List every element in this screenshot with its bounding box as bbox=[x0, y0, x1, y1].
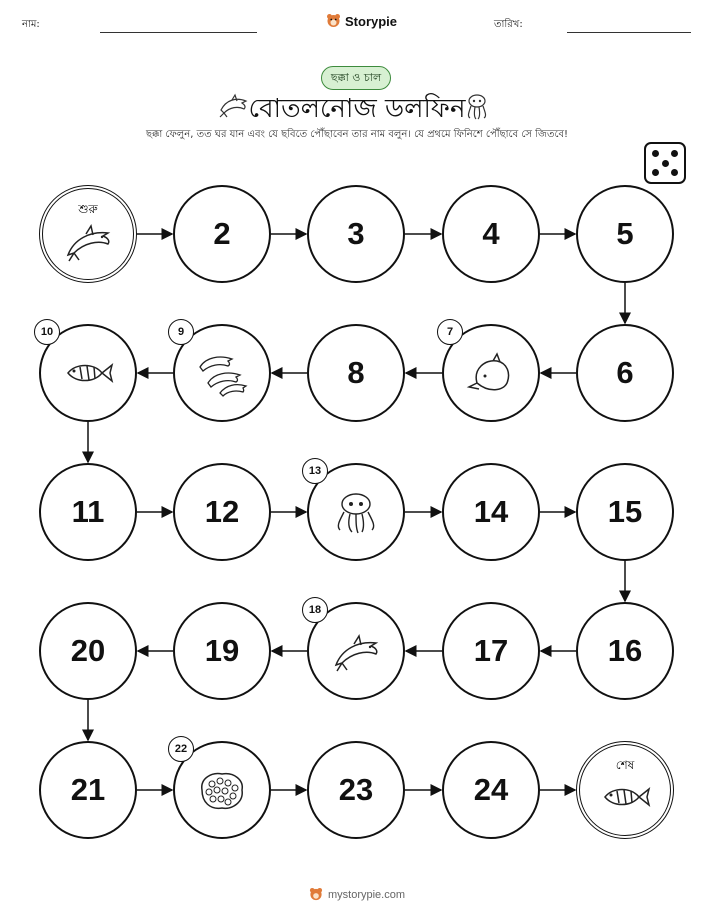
space-number: 6 bbox=[616, 355, 634, 390]
board-space bbox=[576, 463, 674, 561]
space-number-tag: 22 bbox=[168, 736, 194, 762]
footer bbox=[0, 887, 714, 902]
board-space bbox=[39, 602, 137, 700]
name-label: নাম: bbox=[22, 19, 40, 30]
board-space bbox=[39, 463, 137, 561]
dolphin-head-icon bbox=[463, 349, 519, 397]
finish-label: শেষ bbox=[615, 758, 635, 772]
board-space bbox=[307, 463, 405, 561]
board-space bbox=[39, 741, 137, 839]
dolphin-icon bbox=[60, 217, 116, 265]
board-space bbox=[173, 741, 271, 839]
board-space bbox=[442, 602, 540, 700]
bear-icon bbox=[309, 887, 323, 902]
board-space bbox=[442, 463, 540, 561]
start-label: শুরু bbox=[78, 202, 98, 216]
board-space bbox=[39, 324, 137, 422]
space-number: 4 bbox=[482, 216, 500, 251]
space-number: 20 bbox=[70, 633, 106, 668]
start-space bbox=[39, 185, 137, 283]
board-space bbox=[173, 324, 271, 422]
dolphin-pod-icon bbox=[194, 349, 250, 397]
footer-url[interactable]: mystorypie.com bbox=[327, 888, 406, 901]
space-number: 19 bbox=[204, 633, 240, 668]
board-space bbox=[576, 324, 674, 422]
board-space bbox=[442, 185, 540, 283]
board-space bbox=[576, 185, 674, 283]
finish-space bbox=[576, 741, 674, 839]
space-number: 12 bbox=[204, 494, 240, 529]
instructions: ছক্কা ফেলুন, তত ঘর যান এবং যে ছবিতে পৌঁছাবেন তার নাম বলুন। যে প্রথমে ফিনিশে পৌঁছাবে সে জিতবে! bbox=[145, 129, 569, 140]
space-number: 3 bbox=[347, 216, 365, 251]
space-number: 14 bbox=[473, 494, 509, 529]
space-number-tag: 18 bbox=[302, 597, 328, 623]
space-number: 11 bbox=[71, 494, 105, 529]
space-number-tag: 9 bbox=[168, 319, 194, 345]
board-space bbox=[307, 602, 405, 700]
board-space bbox=[173, 463, 271, 561]
board-space bbox=[307, 185, 405, 283]
space-number: 15 bbox=[607, 494, 643, 529]
space-number: 23 bbox=[338, 772, 374, 807]
space-number: 5 bbox=[616, 216, 634, 251]
board-space bbox=[173, 185, 271, 283]
space-number-tag: 13 bbox=[302, 458, 328, 484]
board-space bbox=[442, 324, 540, 422]
game-type-badge: ছক্কা ও চাল bbox=[321, 66, 391, 90]
fish-icon bbox=[60, 349, 116, 397]
space-number-tag: 10 bbox=[34, 319, 60, 345]
board-space bbox=[307, 741, 405, 839]
squid-icon bbox=[328, 488, 384, 536]
board-space bbox=[307, 324, 405, 422]
space-number: 2 bbox=[213, 216, 231, 251]
space-number: 24 bbox=[473, 772, 509, 807]
space-number: 21 bbox=[70, 772, 106, 807]
space-number: 17 bbox=[473, 633, 509, 668]
page-title: বোতলনোজ ডলফিন bbox=[248, 94, 466, 124]
board-space bbox=[442, 741, 540, 839]
board-space bbox=[576, 602, 674, 700]
fish-eggs-icon bbox=[194, 766, 250, 814]
brand-name: Storypie bbox=[345, 13, 398, 29]
space-number: 16 bbox=[607, 633, 643, 668]
board-space bbox=[173, 602, 271, 700]
date-label: তারিখ: bbox=[494, 19, 523, 30]
dolphin-icon bbox=[328, 627, 384, 675]
space-number-tag: 7 bbox=[437, 319, 463, 345]
fish-icon bbox=[597, 773, 653, 821]
space-number: 8 bbox=[347, 355, 365, 390]
